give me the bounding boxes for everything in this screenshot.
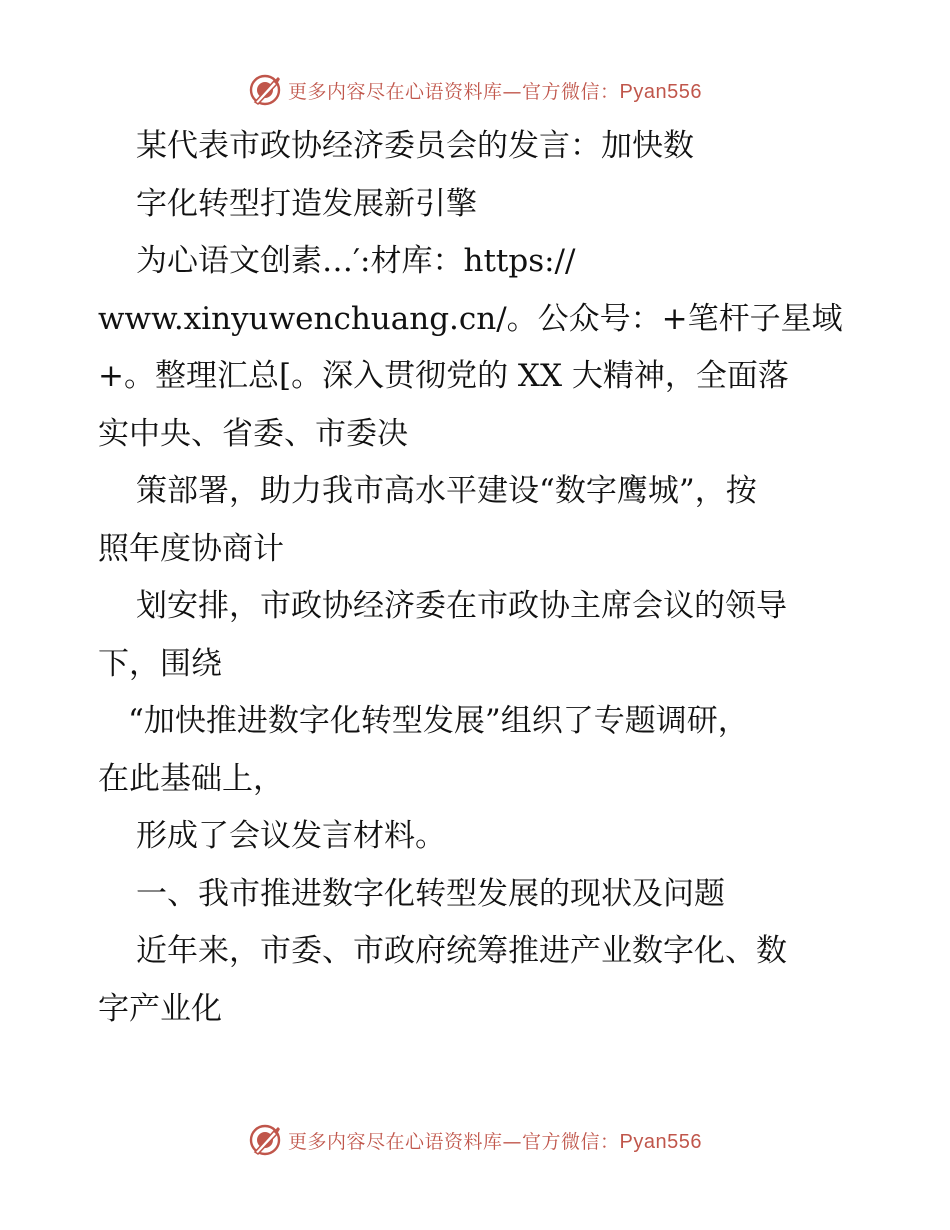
footer-banner — [0, 1120, 950, 1160]
banner-label: 更多内容尽在心语资料库—官方微信： — [288, 80, 620, 103]
text-line: “加快推进数字化转型发展”组织了专题调研， — [128, 703, 749, 739]
banner-wechat-id: Pyan556 — [619, 80, 702, 103]
text-line: 在此基础上， — [98, 760, 284, 797]
text-line: +。整理汇总[。深入贯彻党的 XX 大精神，全面落 — [98, 358, 789, 394]
banner-wechat-id: Pyan556 — [619, 1130, 702, 1153]
banner-text — [288, 1127, 702, 1154]
text-line: 策部署，助力我市高水平建设“数字鹰城”，按 — [136, 473, 757, 509]
pen-logo-icon — [248, 1123, 282, 1157]
text-line: 近年来，市委、市政府统筹推进产业数字化、数 — [136, 933, 787, 969]
text-line: 字产业化 — [98, 990, 222, 1027]
text-line: 下，围绕 — [98, 645, 222, 682]
pen-logo-icon — [248, 73, 282, 107]
text-line: www.xinyuwenchuang.cn/。公众号：+笔杆子星域 — [98, 300, 843, 337]
text-line: 划安排，市政协经济委在市政协主席会议的领导 — [136, 588, 787, 624]
document-body — [98, 118, 858, 1038]
text-line: 照年度协商计 — [98, 530, 284, 567]
header-banner — [0, 70, 950, 110]
text-line: 字化转型打造发展新引擎 — [136, 185, 477, 222]
banner-label: 更多内容尽在心语资料库—官方微信： — [288, 1130, 620, 1153]
text-line: 某代表市政协经济委员会的发言：加快数 — [136, 128, 694, 164]
text-line: 为心语文创素…′:材库：https:// — [136, 243, 576, 279]
banner-text — [288, 77, 702, 104]
text-line: 形成了会议发言材料。 — [136, 818, 446, 854]
text-line: 实中央、省委、市委决 — [98, 415, 408, 452]
section-heading: 一、我市推进数字化转型发展的现状及问题 — [136, 875, 725, 912]
